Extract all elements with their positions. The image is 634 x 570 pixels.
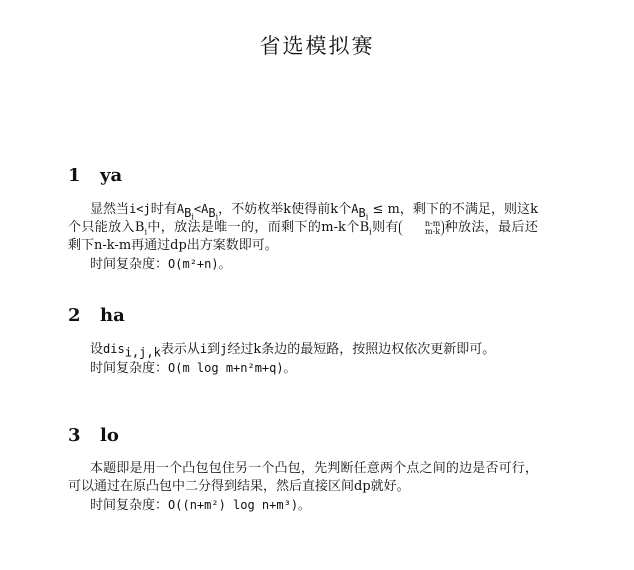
section-number: 3 (68, 425, 81, 446)
time-complexity: 时间复杂度：O(m log m+n²m+q)。 (90, 361, 296, 376)
section-paragraph: 本题即是用一个凸包包住另一个凸包，先判断任意两个点之间的边是否可行，可以通过在原凸包中二分得到结果，然后直接区间dp就好。 (68, 461, 538, 494)
section-heading (68, 304, 538, 328)
section-2 (68, 304, 538, 378)
section-heading (68, 164, 538, 188)
time-complexity: 时间复杂度：O((n+m²) log n+m³)。 (90, 498, 311, 513)
section-1 (68, 164, 538, 274)
section-title: lo (100, 425, 119, 446)
section-number: 1 (68, 165, 81, 186)
section-title: ha (100, 305, 125, 326)
time-complexity: 时间复杂度：O(m²+n)。 (90, 257, 231, 272)
document-title: 省选模拟赛 (259, 34, 375, 58)
section-3 (68, 424, 538, 515)
section-heading (68, 424, 538, 448)
section-number: 2 (68, 305, 81, 326)
section-title: ya (100, 165, 123, 186)
section-paragraph: 显然当i<j时有$A_{B_i}<A_{B_i}$，不妨枚举k使得前k个$A_{B_i} \le m$，剩下的不满足，则这k个只能放入$B_i$中，放法是唯一的，而剩下的m-k个$B_i$则有 n-m m-k 种放法，最后还剩下n-k-m再通过dp出方案数即可。 (68, 202, 538, 253)
binomial: n-m m-k (399, 220, 444, 236)
section-paragraph: 设dis$_{i,j,k}$表示从i到j经过k条边的最短路，按照边权依次更新即可。 (90, 342, 496, 360)
